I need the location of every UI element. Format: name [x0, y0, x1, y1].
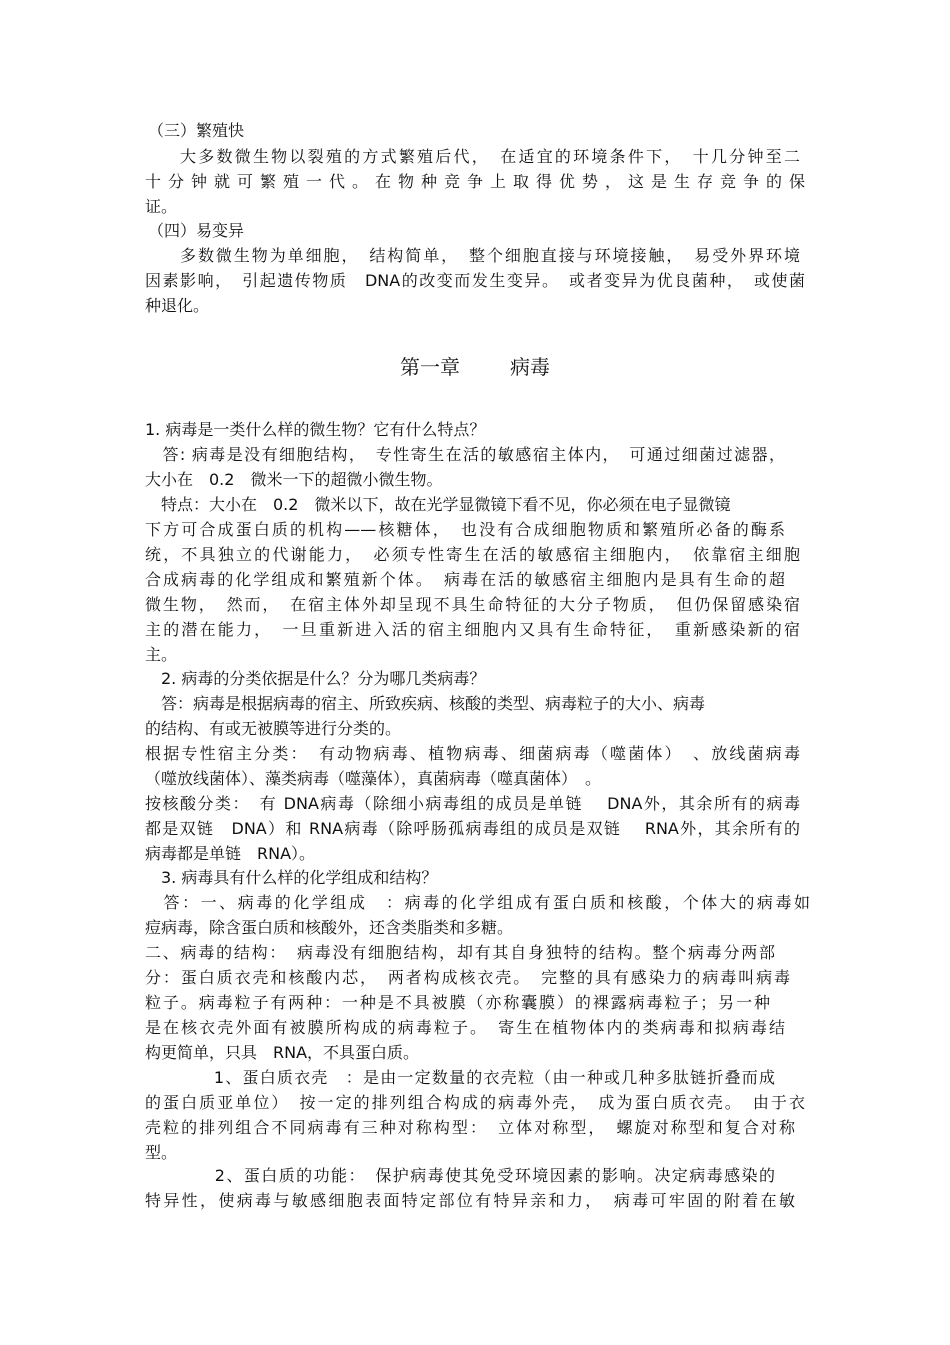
- chapter-label: 第一章: [400, 355, 460, 379]
- paragraph-line: 种退化。: [145, 296, 210, 315]
- question-1: 1. 病毒是一类什么样的微生物？它有什么特点？: [145, 420, 486, 439]
- chapter-title: [0, 352, 950, 382]
- answer-line: 痘病毒，除含蛋白质和核酸外，还含类脂类和多糖。: [145, 918, 514, 937]
- section-heading-variation: （四）易变异: [148, 221, 245, 240]
- answer-line: 的蛋白质亚单位） 按一定的排列组合构成的病毒外壳， 成为蛋白质衣壳。 由于衣: [145, 1093, 805, 1112]
- answer-line: 答：一、病毒的化学组成 ：病毒的化学组成有蛋白质和核酸，个体大的病毒如: [145, 893, 810, 912]
- answer-line: 分：蛋白质衣壳和核酸内芯， 两者构成核衣壳。 完整的具有感染力的病毒叫病毒: [145, 968, 790, 987]
- answer-line: 统，不具独立的代谢能力， 必须专性寄生在活的敏感宿主细胞内， 依靠宿主细胞: [145, 545, 800, 564]
- paragraph-line: 大多数微生物以裂殖的方式繁殖后代， 在适宜的环境条件下， 十几分钟至二: [180, 147, 800, 166]
- answer-line: 答: 病毒是没有细胞结构， 专性寄生在活的敏感宿主体内， 可通过细菌过滤器，: [145, 445, 785, 464]
- answer-line: 壳粒的排列组合不同病毒有三种对称构型： 立体对称型， 螺旋对称型和复合对称: [145, 1118, 795, 1137]
- answer-line: 都是双链 DNA）和 RNA病毒（除呼肠孤病毒组的成员是双链 RNA外，其余所有的: [145, 819, 800, 838]
- answer-line: 按核酸分类： 有 DNA病毒（除细小病毒组的成员是单链 DNA外，其余所有的病毒: [145, 794, 800, 813]
- answer-line: 根据专性宿主分类： 有动物病毒、植物病毒、细菌病毒（噬菌体） 、放线菌病毒: [145, 744, 800, 763]
- answer-line: 构更简单，只具 RNA，不具蛋白质。: [145, 1043, 420, 1062]
- answer-line: 合成病毒的化学组成和繁殖新个体。 病毒在活的敏感宿主细胞内是具有生命的超: [145, 570, 785, 589]
- answer-line: 下方可合成蛋白质的机构——核糖体， 也没有合成细胞物质和繁殖所必备的酶系: [145, 520, 785, 539]
- answer-line: 粒子。病毒粒子有两种：一种是不具被膜（亦称囊膜）的裸露病毒粒子；另一种: [145, 993, 770, 1012]
- answer-line: 型。: [145, 1143, 178, 1162]
- answer-line: 特异性，使病毒与敏感细胞表面特定部位有特异亲和力， 病毒可牢固的附着在敏: [145, 1191, 795, 1210]
- answer-line: 主的潜在能力， 一旦重新进入活的宿主细胞内又具有生命特征， 重新感染新的宿: [145, 620, 800, 639]
- paragraph-line: 证。: [145, 197, 178, 216]
- answer-line: 的结构、有或无被膜等进行分类的。: [145, 719, 402, 738]
- question-3: 3. 病毒具有什么样的化学组成和结构？: [145, 868, 438, 887]
- paragraph-line: 十分钟就可繁殖一代。在物种竞争上取得优势，这是生存竞争的保: [145, 172, 805, 191]
- answer-line: 病毒都是单链 RNA）。: [145, 844, 316, 863]
- answer-line: 微生物， 然而， 在宿主体外却呈现不具生命特征的大分子物质， 但仍保留感染宿: [145, 595, 800, 614]
- answer-line: 特点：大小在 0.2 微米以下，故在光学显微镜下看不见，你必须在电子显微镜: [145, 495, 731, 514]
- chapter-name: 病毒: [510, 355, 550, 379]
- answer-line: 1、蛋白质衣壳 ：是由一定数量的衣壳粒（由一种或几种多肽链折叠而成: [145, 1068, 775, 1087]
- answer-line: 答：病毒是根据病毒的宿主、所致疾病、核酸的类型、病毒粒子的大小、病毒: [145, 694, 706, 713]
- paragraph-line: 因素影响， 引起遗传物质 DNA的改变而发生变异。 或者变异为优良菌种， 或使菌: [145, 271, 805, 290]
- answer-line: 大小在 0.2 微米一下的超微小微生物。: [145, 470, 443, 489]
- paragraph-line: 多数微生物为单细胞， 结构简单， 整个细胞直接与环境接触， 易受外界环境: [180, 246, 800, 265]
- answer-line: （噬放线菌体）、藻类病毒（噬藻体），真菌病毒（噬真菌体） 。: [145, 769, 602, 788]
- answer-line: 二、病毒的结构： 病毒没有细胞结构，却有其自身独特的结构。整个病毒分两部: [145, 943, 775, 962]
- answer-line: 主。: [145, 645, 178, 664]
- answer-line: 是在核衣壳外面有被膜所构成的病毒粒子。 寄生在植物体内的类病毒和拟病毒结: [145, 1018, 785, 1037]
- answer-line: 2、蛋白质的功能： 保护病毒使其免受环境因素的影响。决定病毒感染的: [145, 1166, 775, 1185]
- section-heading-reproduce-fast: （三）繁殖快: [148, 121, 245, 140]
- question-2: 2. 病毒的分类依据是什么？分为哪几类病毒？: [145, 669, 486, 688]
